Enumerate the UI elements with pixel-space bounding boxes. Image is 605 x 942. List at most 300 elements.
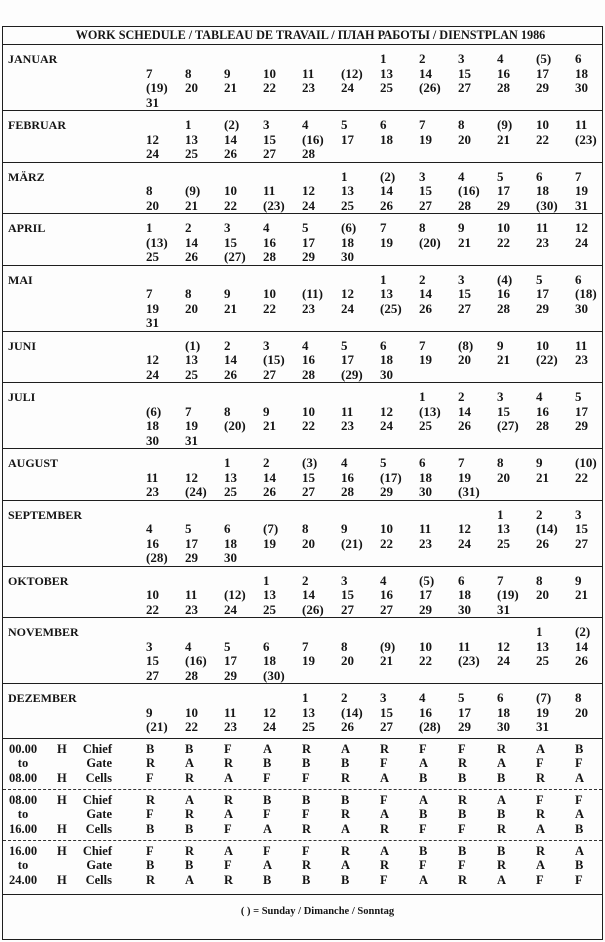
- shift-code: A: [497, 873, 507, 887]
- day-cell: 20: [185, 80, 198, 95]
- shift-code: R: [224, 873, 234, 887]
- shift-table: [3, 739, 602, 895]
- day-cell: 6: [497, 690, 504, 705]
- day-cell: 14: [224, 131, 237, 147]
- shift-row: [3, 873, 602, 888]
- empty-cell: [224, 508, 263, 523]
- shift-code: R: [380, 821, 390, 836]
- shift-code: R: [458, 756, 468, 771]
- day-cell: 17: [458, 704, 471, 720]
- shift-code: R: [380, 858, 390, 873]
- day-cell: 5: [341, 337, 348, 353]
- shift-time: 08.00: [8, 770, 38, 785]
- day-cell: 11: [146, 469, 159, 485]
- day-cell: 12: [458, 521, 471, 536]
- shift-code: B: [458, 843, 467, 858]
- empty-cell: [224, 691, 263, 706]
- month-block: [3, 214, 602, 266]
- day-cell: 6: [575, 271, 582, 287]
- day-cell: 7: [185, 403, 192, 419]
- day-cell: 12: [341, 286, 354, 301]
- day-cell: 21: [380, 653, 393, 668]
- day-row: [3, 390, 602, 405]
- shift-code: R: [458, 792, 468, 807]
- shift-code: R: [536, 770, 546, 785]
- day-cell: 1: [341, 168, 348, 184]
- shift-code: F: [575, 873, 583, 887]
- empty-cell: [185, 625, 224, 640]
- day-row: [3, 640, 602, 655]
- month-block: [3, 163, 602, 215]
- day-cell: 15: [302, 469, 315, 485]
- shift-code: A: [224, 770, 234, 785]
- day-cell: 23: [224, 719, 237, 734]
- day-cell: 9: [146, 704, 153, 720]
- empty-cell: [224, 52, 263, 67]
- shift-code: F: [302, 770, 310, 785]
- shift-code: R: [185, 807, 195, 822]
- day-cell: 31: [575, 197, 588, 213]
- day-cell: (23): [263, 197, 285, 213]
- month-block: [3, 449, 602, 501]
- day-cell: 12: [575, 220, 588, 235]
- day-cell: 13: [497, 521, 510, 536]
- shift-post: Chief: [82, 843, 112, 858]
- day-cell: 14: [263, 469, 276, 485]
- shift-code: B: [263, 792, 272, 807]
- empty-cell: [263, 52, 302, 67]
- day-cell: 22: [575, 469, 588, 485]
- day-cell: 6: [575, 51, 582, 66]
- day-row: [3, 654, 602, 669]
- shift-code: F: [380, 873, 388, 887]
- shift-post: Chief: [82, 741, 112, 756]
- day-cell: 28: [458, 197, 471, 213]
- day-row: [3, 603, 602, 618]
- month-block: [3, 684, 602, 739]
- day-cell: 30: [341, 249, 354, 264]
- day-cell: 16: [497, 65, 510, 81]
- day-cell: 25: [185, 146, 198, 161]
- day-cell: 24: [380, 418, 393, 433]
- day-cell: 15: [458, 65, 471, 81]
- empty-cell: [302, 390, 341, 405]
- day-cell: 31: [185, 432, 198, 448]
- sunday-legend: ( ) = Sunday / Dimanche / Sonntag: [240, 905, 395, 917]
- empty-cell: [185, 390, 224, 405]
- day-cell: 2: [263, 455, 270, 470]
- day-row: [3, 287, 602, 302]
- day-cell: 10: [536, 337, 549, 353]
- day-cell: 3: [419, 168, 426, 184]
- day-cell: 24: [497, 653, 510, 668]
- day-row: [3, 133, 602, 148]
- day-cell: 13: [536, 638, 549, 654]
- shift-code: R: [536, 843, 546, 858]
- day-cell: (16): [185, 653, 207, 668]
- shift-code: R: [341, 807, 351, 822]
- day-cell: (31): [458, 484, 480, 499]
- day-cell: 4: [458, 168, 465, 184]
- empty-cell: [263, 273, 302, 288]
- day-cell: 18: [458, 587, 471, 602]
- shift-code: A: [536, 741, 546, 756]
- empty-cell: [263, 625, 302, 640]
- empty-cell: [341, 625, 380, 640]
- day-cell: 3: [497, 389, 504, 404]
- day-cell: 13: [380, 286, 393, 301]
- day-cell: 25: [263, 601, 276, 617]
- shift-code: B: [302, 873, 311, 887]
- day-row: [3, 81, 602, 96]
- day-cell: 11: [575, 337, 588, 353]
- day-cell: 4: [419, 690, 426, 705]
- day-cell: 14: [419, 286, 432, 301]
- shift-code: F: [536, 873, 544, 887]
- day-cell: (7): [263, 521, 279, 536]
- day-cell: (27): [497, 418, 519, 433]
- day-cell: 9: [224, 65, 231, 81]
- day-cell: 11: [458, 638, 471, 654]
- day-cell: 11: [263, 183, 276, 198]
- shift-code: A: [224, 807, 234, 822]
- day-cell: 2: [419, 271, 426, 287]
- day-cell: 23: [146, 484, 159, 499]
- day-cell: 31: [536, 719, 549, 734]
- day-cell: (15): [263, 352, 285, 367]
- empty-cell: [458, 625, 497, 640]
- day-cell: 6: [458, 572, 465, 588]
- shift-post: Gate: [86, 858, 112, 873]
- shift-code: A: [419, 756, 429, 771]
- day-cell: 3: [458, 271, 465, 287]
- month-block: [3, 45, 602, 111]
- day-row: [3, 96, 602, 111]
- day-cell: 4: [263, 220, 270, 235]
- day-cell: 9: [458, 220, 465, 235]
- day-cell: 28: [497, 80, 510, 95]
- shift-code: B: [575, 821, 584, 836]
- month-name: NOVEMBER: [8, 625, 79, 639]
- day-cell: 12: [146, 352, 159, 367]
- day-cell: 24: [341, 300, 354, 316]
- month-block: [3, 266, 602, 332]
- day-row: [3, 522, 602, 537]
- shift-code: R: [185, 770, 195, 785]
- shift-block: [3, 841, 602, 895]
- day-cell: 18: [380, 352, 393, 367]
- day-cell: 29: [185, 550, 198, 565]
- day-cell: 4: [536, 389, 543, 404]
- day-cell: 16: [536, 403, 549, 419]
- day-cell: 7: [302, 638, 309, 654]
- shift-time: 24.00: [8, 873, 38, 887]
- day-cell: 26: [575, 653, 588, 668]
- day-cell: 25: [224, 484, 237, 499]
- shift-code: R: [146, 792, 156, 807]
- shift-row: [3, 844, 602, 859]
- shift-code: R: [497, 821, 507, 836]
- empty-cell: [146, 508, 185, 523]
- day-cell: 4: [302, 117, 309, 132]
- day-cell: 5: [458, 690, 465, 705]
- day-cell: 18: [146, 418, 159, 433]
- empty-cell: [185, 574, 224, 589]
- day-cell: 17: [224, 653, 237, 668]
- shift-code: B: [302, 756, 311, 771]
- day-cell: 13: [341, 183, 354, 198]
- day-cell: 1: [419, 389, 426, 404]
- day-cell: 4: [302, 337, 309, 353]
- day-cell: 18: [224, 535, 237, 551]
- day-cell: 20: [536, 587, 549, 602]
- shift-code: R: [146, 756, 156, 771]
- day-cell: 28: [497, 300, 510, 316]
- day-cell: 18: [497, 704, 510, 720]
- day-cell: 2: [419, 51, 426, 66]
- shift-code: A: [536, 821, 546, 836]
- empty-cell: [419, 508, 458, 523]
- day-cell: 19: [185, 418, 198, 433]
- day-cell: 15: [419, 183, 432, 198]
- day-cell: 14: [458, 403, 471, 419]
- shift-block: [3, 739, 602, 790]
- shift-code: R: [185, 843, 195, 858]
- day-cell: 1: [224, 455, 231, 470]
- day-cell: (16): [302, 131, 324, 147]
- day-cell: 13: [185, 352, 198, 367]
- empty-cell: [224, 273, 263, 288]
- day-cell: 10: [497, 220, 510, 235]
- day-cell: 4: [185, 638, 192, 654]
- day-cell: 23: [341, 418, 354, 433]
- day-row: [3, 221, 602, 236]
- day-row: [3, 625, 602, 640]
- day-cell: 10: [263, 65, 276, 81]
- day-cell: 30: [575, 300, 588, 316]
- day-row: [3, 316, 602, 331]
- day-cell: 15: [341, 587, 354, 602]
- day-cell: 30: [224, 550, 237, 565]
- shift-post: Chief: [82, 792, 112, 807]
- empty-cell: [224, 390, 263, 405]
- month-name: APRIL: [8, 221, 46, 235]
- shift-row: [3, 858, 602, 873]
- day-cell: 15: [146, 653, 159, 668]
- day-cell: 22: [146, 601, 159, 617]
- shift-time: 00.00: [8, 741, 38, 756]
- day-cell: 13: [224, 469, 237, 485]
- shift-code: B: [263, 873, 272, 887]
- day-row: [3, 236, 602, 251]
- day-row: [3, 456, 602, 471]
- day-row: [3, 199, 602, 214]
- shift-code: F: [419, 858, 427, 873]
- day-cell: 4: [380, 572, 387, 588]
- day-cell: 20: [146, 197, 159, 213]
- day-cell: 22: [263, 300, 276, 316]
- day-cell: 1: [380, 271, 387, 287]
- day-cell: 23: [575, 352, 588, 367]
- month-name: JANUAR: [8, 52, 58, 66]
- day-cell: (21): [341, 535, 363, 551]
- day-cell: 20: [458, 352, 471, 367]
- day-cell: 31: [146, 315, 159, 330]
- day-cell: 21: [224, 80, 237, 95]
- day-cell: 19: [302, 653, 315, 668]
- day-cell: 26: [380, 197, 393, 213]
- day-cell: 3: [458, 51, 465, 66]
- day-row: [3, 368, 602, 383]
- day-cell: 26: [185, 249, 198, 264]
- empty-cell: [185, 456, 224, 471]
- month-block: [3, 567, 602, 619]
- shift-block: [3, 790, 602, 841]
- empty-cell: [185, 691, 224, 706]
- shift-code: A: [380, 843, 390, 858]
- day-cell: 8: [224, 403, 231, 419]
- empty-cell: [146, 691, 185, 706]
- day-cell: 5: [497, 168, 504, 184]
- shift-post: Cells: [85, 821, 112, 836]
- day-cell: 10: [224, 183, 237, 198]
- day-cell: 31: [497, 601, 510, 617]
- month-name: FEBRUAR: [8, 118, 67, 132]
- day-cell: (5): [419, 572, 435, 588]
- day-row: [3, 434, 602, 449]
- day-cell: (26): [419, 80, 441, 95]
- day-cell: 4: [341, 455, 348, 470]
- day-cell: 11: [224, 704, 237, 720]
- day-cell: 14: [380, 183, 393, 198]
- day-cell: 3: [575, 506, 582, 522]
- day-cell: 22: [536, 131, 549, 147]
- day-row: [3, 170, 602, 185]
- empty-cell: [302, 52, 341, 67]
- day-cell: (12): [341, 65, 363, 81]
- day-cell: 26: [224, 146, 237, 161]
- day-row: [3, 52, 602, 67]
- shift-code: R: [458, 873, 468, 887]
- shift-code: F: [380, 756, 388, 771]
- day-cell: 30: [146, 432, 159, 448]
- day-cell: 21: [263, 418, 276, 433]
- day-cell: (5): [536, 51, 552, 66]
- day-cell: 30: [575, 80, 588, 95]
- day-cell: 19: [419, 131, 432, 147]
- day-cell: 27: [263, 146, 276, 161]
- shift-code: A: [419, 873, 429, 887]
- day-cell: 21: [497, 352, 510, 367]
- day-cell: (30): [263, 667, 285, 683]
- shift-code: F: [263, 770, 271, 785]
- shift-code: A: [185, 792, 195, 807]
- day-cell: 7: [497, 572, 504, 588]
- shift-code: R: [536, 807, 546, 822]
- day-cell: (22): [536, 352, 558, 367]
- shift-row: [3, 756, 602, 771]
- day-cell: 17: [575, 403, 588, 419]
- day-cell: 27: [146, 667, 159, 683]
- day-cell: 14: [185, 234, 198, 250]
- shift-code: B: [575, 858, 584, 873]
- day-cell: 2: [224, 337, 231, 353]
- day-cell: 20: [185, 300, 198, 316]
- shift-post: Cells: [85, 770, 112, 785]
- day-row: [3, 405, 602, 420]
- month-block: [3, 618, 602, 684]
- day-cell: 6: [419, 455, 426, 470]
- shift-code: R: [146, 873, 156, 887]
- day-cell: (17): [380, 469, 402, 485]
- day-cell: (28): [419, 719, 441, 734]
- day-cell: 27: [263, 366, 276, 382]
- shift-unit: H: [57, 792, 67, 807]
- day-cell: 26: [458, 418, 471, 433]
- day-cell: 30: [458, 601, 471, 617]
- day-cell: (20): [224, 418, 246, 433]
- day-cell: 5: [536, 271, 543, 287]
- day-cell: 5: [302, 220, 309, 235]
- empty-cell: [146, 339, 185, 354]
- day-cell: 14: [302, 587, 315, 602]
- shift-code: F: [302, 843, 310, 858]
- day-cell: (19): [497, 587, 519, 602]
- shift-unit: H: [57, 843, 67, 858]
- shift-code: A: [380, 807, 390, 822]
- empty-cell: [497, 625, 536, 640]
- day-cell: 24: [302, 197, 315, 213]
- day-cell: 1: [146, 220, 153, 235]
- page-title: WORK SCHEDULE / TABLEAU DE TRAVAIL / ПЛАН РАБОТЫ / DIENSTPLAN 1986: [3, 27, 602, 45]
- month-name: JUNI: [8, 338, 37, 353]
- day-cell: (11): [302, 286, 323, 301]
- day-cell: 7: [146, 286, 153, 301]
- day-cell: 7: [419, 117, 426, 132]
- day-cell: 24: [458, 535, 471, 551]
- day-cell: 1: [497, 506, 504, 522]
- day-cell: 29: [536, 300, 549, 316]
- shift-code: B: [341, 873, 350, 887]
- day-cell: 1: [263, 572, 270, 588]
- day-cell: 16: [419, 704, 432, 720]
- day-cell: 28: [536, 418, 549, 433]
- empty-cell: [224, 625, 263, 640]
- day-cell: 16: [341, 469, 354, 485]
- day-cell: 20: [575, 704, 588, 720]
- shift-post: Gate: [86, 807, 112, 822]
- day-row: [3, 588, 602, 603]
- month-list: [3, 45, 602, 739]
- day-cell: 17: [419, 587, 432, 602]
- day-cell: 8: [341, 638, 348, 654]
- day-cell: (18): [575, 286, 597, 301]
- day-cell: 12: [263, 704, 276, 720]
- day-cell: 10: [419, 638, 432, 654]
- day-cell: 5: [224, 638, 231, 654]
- day-row: [3, 485, 602, 500]
- shift-code: R: [302, 741, 312, 756]
- shift-unit: H: [57, 770, 67, 785]
- day-cell: 20: [302, 535, 315, 551]
- day-cell: 24: [263, 719, 276, 734]
- day-cell: 26: [341, 719, 354, 734]
- month-block: [3, 111, 602, 163]
- day-cell: 22: [380, 535, 393, 551]
- day-cell: 28: [263, 249, 276, 264]
- day-cell: 25: [380, 80, 393, 95]
- day-cell: 24: [341, 80, 354, 95]
